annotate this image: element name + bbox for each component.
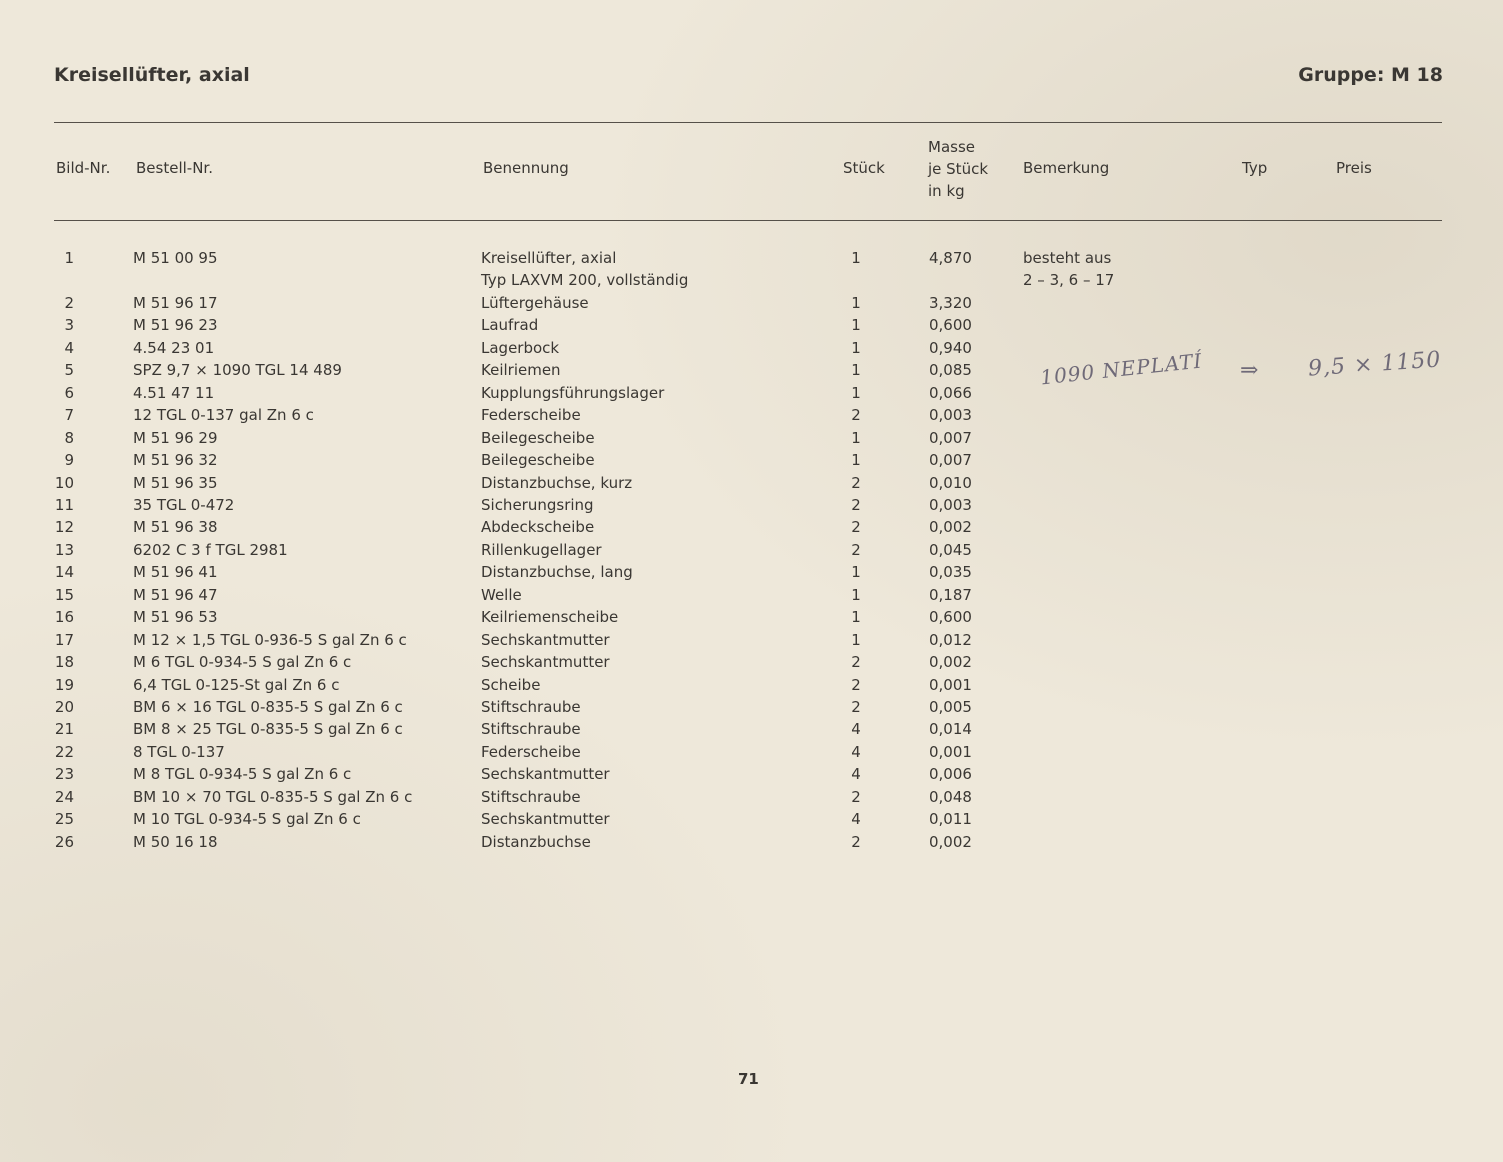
- table-row: [0, 584, 1503, 606]
- row-benennung: Federscheibe: [481, 742, 581, 761]
- row-bestell-nr: M 51 96 47: [133, 585, 218, 604]
- row-bestell-nr: M 51 96 35: [133, 473, 218, 492]
- row-stueck: 1: [851, 361, 861, 380]
- row-masse: 0,002: [929, 832, 972, 851]
- row-stueck: 1: [851, 585, 861, 604]
- row-bild-nr: 14: [54, 563, 74, 582]
- row-stueck: 1: [851, 608, 861, 627]
- row-bestell-nr: M 8 TGL 0-934-5 S gal Zn 6 c: [133, 765, 352, 784]
- row-bestell-nr: BM 10 × 70 TGL 0-835-5 S gal Zn 6 c: [133, 787, 413, 806]
- col-header-benennung: Benennung: [483, 159, 569, 177]
- row-masse: 0,003: [929, 406, 972, 425]
- row-bild-nr: 20: [54, 698, 74, 716]
- row-masse: 0,001: [929, 742, 972, 761]
- row-bestell-nr: M 51 96 23: [133, 316, 218, 335]
- group-label: Gruppe: M 18: [1298, 64, 1443, 86]
- row-stueck: 2: [851, 675, 861, 694]
- row-bild-nr: 2: [64, 293, 74, 312]
- row-benennung: Stiftschraube: [481, 720, 581, 739]
- table-row: [0, 382, 1503, 404]
- page-title: Kreisellüfter, axial: [54, 64, 250, 86]
- row-masse: 0,600: [929, 316, 972, 335]
- row-benennung: Typ LAXVM 200, vollständig: [481, 271, 689, 290]
- table-row: [0, 359, 1503, 381]
- row-stueck: 1: [851, 451, 861, 470]
- row-bestell-nr: 12 TGL 0-137 gal Zn 6 c: [133, 406, 314, 425]
- row-benennung: Sechskantmutter: [481, 653, 610, 672]
- row-benennung: Kreisellüfter, axial: [481, 249, 617, 267]
- row-bild-nr: 24: [54, 787, 74, 806]
- row-bild-nr: 19: [54, 675, 74, 694]
- row-stueck: 2: [851, 540, 861, 559]
- row-stueck: 2: [851, 473, 861, 492]
- row-benennung: Sechskantmutter: [481, 630, 610, 649]
- row-benennung: Abdeckscheibe: [481, 518, 595, 537]
- row-bild-nr: 7: [64, 406, 74, 425]
- row-stueck: 1: [851, 563, 861, 582]
- row-stueck: 1: [851, 428, 861, 447]
- row-bestell-nr: 6202 C 3 f TGL 2981: [133, 540, 288, 559]
- row-bild-nr: 21: [54, 720, 74, 739]
- row-bestell-nr: 8 TGL 0-137: [133, 742, 225, 761]
- handwritten-replacement: 9,5 × 1150: [1307, 347, 1443, 382]
- row-benennung: Welle: [481, 585, 522, 604]
- row-bestell-nr: M 10 TGL 0-934-5 S gal Zn 6 c: [133, 810, 361, 829]
- row-benennung: Beilegescheibe: [481, 451, 595, 470]
- row-benennung: Federscheibe: [481, 406, 581, 425]
- row-benennung: Scheibe: [481, 675, 541, 694]
- row-stueck: 2: [851, 653, 861, 672]
- row-stueck: 1: [851, 338, 861, 357]
- table-row: [0, 314, 1503, 336]
- row-bild-nr: 5: [64, 361, 74, 380]
- row-bestell-nr: 4.54 23 01: [133, 338, 215, 357]
- row-stueck: 4: [851, 742, 861, 761]
- row-masse: 3,320: [929, 293, 972, 312]
- row-bestell-nr: M 50 16 18: [133, 832, 218, 851]
- row-bild-nr: 8: [64, 428, 74, 447]
- row-bild-nr: 6: [64, 383, 74, 402]
- col-header-preis: Preis: [1336, 159, 1372, 177]
- table-row: [0, 674, 1503, 696]
- row-stueck: 4: [851, 720, 861, 739]
- row-masse: 0,002: [929, 518, 972, 537]
- row-bestell-nr: M 51 96 41: [133, 563, 218, 582]
- row-bild-nr: 9: [64, 451, 74, 470]
- row-bild-nr: 25: [54, 810, 74, 829]
- row-bild-nr: 23: [54, 765, 74, 784]
- row-benennung: Kupplungsführungslager: [481, 383, 665, 402]
- row-benennung: Sechskantmutter: [481, 765, 610, 784]
- row-stueck: 1: [851, 249, 861, 267]
- row-bild-nr: 10: [54, 473, 74, 492]
- row-masse: 0,940: [929, 338, 972, 357]
- table-row: [0, 741, 1503, 763]
- row-masse: 0,085: [929, 361, 972, 380]
- table-row: [0, 606, 1503, 628]
- table-row: [0, 404, 1503, 426]
- row-masse: 0,035: [929, 563, 972, 582]
- row-bild-nr: 13: [54, 540, 74, 559]
- row-bestell-nr: 4.51 47 11: [133, 383, 215, 402]
- row-masse: 0,012: [929, 630, 972, 649]
- table-row: [0, 629, 1503, 651]
- row-benennung: Stiftschraube: [481, 787, 581, 806]
- row-masse: 0,005: [929, 698, 972, 716]
- row-benennung: Stiftschraube: [481, 698, 581, 716]
- col-header-typ: Typ: [1242, 159, 1268, 177]
- table-row: [0, 292, 1503, 314]
- row-stueck: 2: [851, 787, 861, 806]
- handwritten-arrow: ⇒: [1240, 358, 1260, 383]
- row-bestell-nr: BM 8 × 25 TGL 0-835-5 S gal Zn 6 c: [133, 720, 403, 739]
- col-header-bild: Bild-Nr.: [56, 159, 111, 177]
- row-bestell-nr: M 51 96 53: [133, 608, 218, 627]
- col-header-bestell: Bestell-Nr.: [136, 159, 213, 177]
- row-masse: 0,045: [929, 540, 972, 559]
- row-stueck: 1: [851, 316, 861, 335]
- table-row: [0, 449, 1503, 471]
- row-bild-nr: 4: [64, 338, 74, 357]
- table-row: [0, 427, 1503, 449]
- row-bemerkung: 2 – 3, 6 – 17: [1023, 271, 1115, 290]
- row-stueck: 2: [851, 518, 861, 537]
- row-masse: 0,014: [929, 720, 972, 739]
- row-stueck: 1: [851, 383, 861, 402]
- row-masse: 0,001: [929, 675, 972, 694]
- row-masse: 0,006: [929, 765, 972, 784]
- row-masse: 0,600: [929, 608, 972, 627]
- row-bild-nr: 18: [54, 653, 74, 672]
- table-row: [0, 269, 1503, 291]
- row-bestell-nr: M 6 TGL 0-934-5 S gal Zn 6 c: [133, 653, 352, 672]
- row-benennung: Keilriemen: [481, 361, 561, 380]
- row-masse: 0,007: [929, 428, 972, 447]
- row-bestell-nr: M 51 96 29: [133, 428, 218, 447]
- row-stueck: 4: [851, 810, 861, 829]
- header-top-rule: [54, 122, 1442, 123]
- row-bestell-nr: 6,4 TGL 0-125-St gal Zn 6 c: [133, 675, 340, 694]
- row-masse: 0,011: [929, 810, 972, 829]
- handwritten-note: 1090 NEPLATÍ: [1039, 348, 1204, 390]
- col-header-masse-line2: je Stück: [928, 160, 989, 178]
- row-benennung: Lagerbock: [481, 338, 560, 357]
- table-row: [0, 494, 1503, 516]
- table-row: [0, 516, 1503, 538]
- table-row: [0, 786, 1503, 808]
- table-row: [0, 247, 1503, 269]
- col-header-masse-line1: Masse: [928, 138, 975, 156]
- row-stueck: 1: [851, 630, 861, 649]
- row-bestell-nr: M 12 × 1,5 TGL 0-936-5 S gal Zn 6 c: [133, 630, 407, 649]
- row-benennung: Beilegescheibe: [481, 428, 595, 447]
- table-row: [0, 696, 1503, 718]
- row-bestell-nr: 35 TGL 0-472: [133, 495, 235, 514]
- row-bild-nr: 12: [54, 518, 74, 537]
- page-number: 71: [738, 1070, 759, 1088]
- row-masse: 0,048: [929, 787, 972, 806]
- row-bild-nr: 1: [64, 249, 74, 267]
- row-masse: 0,187: [929, 585, 972, 604]
- row-benennung: Sechskantmutter: [481, 810, 610, 829]
- row-stueck: 4: [851, 765, 861, 784]
- row-benennung: Sicherungsring: [481, 495, 594, 514]
- row-stueck: 2: [851, 406, 861, 425]
- row-benennung: Rillenkugellager: [481, 540, 602, 559]
- row-bestell-nr: M 51 96 17: [133, 293, 218, 312]
- row-masse: 0,003: [929, 495, 972, 514]
- row-bild-nr: 26: [54, 832, 74, 851]
- table-row: [0, 539, 1503, 561]
- row-bemerkung: besteht aus: [1023, 249, 1112, 267]
- row-masse: 0,007: [929, 451, 972, 470]
- col-header-masse: [928, 136, 988, 202]
- table-row: [0, 808, 1503, 830]
- col-header-stueck: Stück: [843, 159, 885, 177]
- row-benennung: Lüftergehäuse: [481, 293, 589, 312]
- row-masse: 0,002: [929, 653, 972, 672]
- row-stueck: 2: [851, 832, 861, 851]
- row-bestell-nr: M 51 00 95: [133, 249, 218, 267]
- row-bild-nr: 3: [64, 316, 74, 335]
- row-bild-nr: 16: [54, 608, 74, 627]
- row-stueck: 2: [851, 495, 861, 514]
- row-stueck: 1: [851, 293, 861, 312]
- row-bild-nr: 17: [54, 630, 74, 649]
- row-benennung: Laufrad: [481, 316, 539, 335]
- row-bestell-nr: SPZ 9,7 × 1090 TGL 14 489: [133, 361, 342, 380]
- row-bestell-nr: M 51 96 32: [133, 451, 218, 470]
- row-bild-nr: 11: [54, 495, 74, 514]
- col-header-masse-line3: in kg: [928, 182, 965, 200]
- row-masse: 0,010: [929, 473, 972, 492]
- row-benennung: Keilriemenscheibe: [481, 608, 619, 627]
- row-bestell-nr: BM 6 × 16 TGL 0-835-5 S gal Zn 6 c: [133, 698, 403, 716]
- table-row: [0, 763, 1503, 785]
- header-bottom-rule: [54, 220, 1442, 221]
- row-bild-nr: 15: [54, 585, 74, 604]
- table-row: [0, 561, 1503, 583]
- table-row: [0, 337, 1503, 359]
- col-header-bemerkung: Bemerkung: [1023, 159, 1110, 177]
- table-row: [0, 718, 1503, 740]
- row-benennung: Distanzbuchse, kurz: [481, 473, 633, 492]
- row-masse: 0,066: [929, 383, 972, 402]
- table-row: [0, 831, 1503, 853]
- row-stueck: 2: [851, 698, 861, 716]
- row-bild-nr: 22: [54, 742, 74, 761]
- table-row: [0, 472, 1503, 494]
- row-masse: 4,870: [929, 249, 972, 267]
- row-benennung: Distanzbuchse: [481, 832, 591, 851]
- row-bestell-nr: M 51 96 38: [133, 518, 218, 537]
- table-row: [0, 651, 1503, 673]
- row-benennung: Distanzbuchse, lang: [481, 563, 633, 582]
